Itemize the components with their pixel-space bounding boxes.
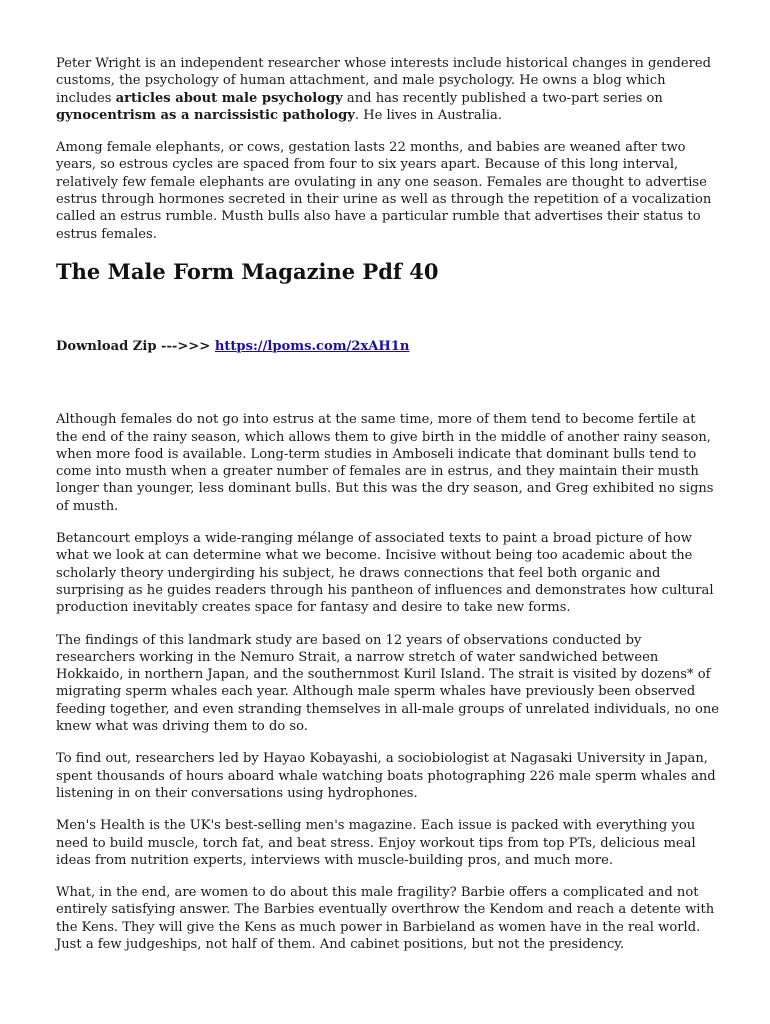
body-paragraph-estrus: Although females do not go into estrus at the same time, more of them tend to become fertile at the end of the rainy season, which allows them to give birth in the middle of another rainy season, when more food is available. Long-term studies in Amboseli indicate that dominant bulls tend to come into musth when a greater number of females are in estrus, and they maintain their musth longer than younger, less dominant bulls. But this was the dry season, and Greg exhibited no signs of musth. [56, 412, 714, 514]
body-paragraph-kobayashi: To find out, researchers led by Hayao Kobayashi, a sociobiologist at Nagasaki University in Japan, spent thousands of hours aboard whale watching boats photographing 226 male sperm whales and listening in on their conversations using hydrophones. [56, 751, 716, 801]
body-paragraph-barbie: What, in the end, are women to do about this male fragility? Barbie offers a complicated and not entirely satisfying answer. The Barbies eventually overthrow the Kendom and reach a detente with the Kens. They will give the Kens as much power in Barbieland as women have in the real world. Just a few judgeships, not half of them. And cabinet positions, but not the presidency. [56, 885, 715, 952]
author-text-3: . He lives in Australia. [354, 107, 503, 123]
intro-paragraph-author [56, 55, 720, 124]
download-link[interactable]: https://lpoms.com/2xAH1n [214, 338, 410, 354]
body-paragraph-mens-health: Men's Health is the UK's best-selling men's magazine. Each issue is packed with everything you need to build muscle, torch fat, and beat stress. Enjoy workout tips from top PTs, delicious meal ideas from nutrition experts, interviews with muscle-building pros, and much more. [56, 818, 696, 868]
download-label: Download Zip --->>> [56, 338, 215, 354]
page-title: The Male Form Magazine Pdf 40 [56, 258, 439, 284]
author-text-1: Peter Wright is an independent researcher whose interests include historical changes in gendered customs, the psychology of human attachment, and male psychology. He owns a blog which includes [56, 56, 712, 106]
download-line [56, 338, 720, 355]
body-paragraph-betancourt: Betancourt employs a wide-ranging mélange of associated texts to paint a broad picture of how what we look at can determine what we become. Incisive without being too academic about the scholarly theory undergirding his subject, he draws connections that feel both organic and surprising as he guides readers through his pantheon of influences and demonstrates how cultural production inevitably creates space for fantasy and desire to take new forms. [56, 531, 714, 616]
author-text-2: and has recently published a two-part series on [342, 90, 663, 106]
author-bold-2: gynocentrism as a narcissistic pathology [56, 107, 355, 123]
document-page [56, 55, 720, 968]
intro-paragraph-elephants: Among female elephants, or cows, gestation lasts 22 months, and babies are weaned after two years, so estrous cycles are spaced from four to six years apart. Because of this long interval, relatively few female elephants are ovulating in any one season. Females are thought to advertise estrus through hormones secreted in their urine as well as through the repetition of a vocalization called an estrus rumble. Musth bulls also have a particular rumble that advertises their status to estrus females. [56, 140, 712, 242]
spacer [56, 355, 720, 411]
author-bold-1: articles about male psychology [115, 90, 343, 106]
body-paragraph-whale-study: The findings of this landmark study are based on 12 years of observations conducted by researchers working in the Nemuro Strait, a narrow stretch of water sandwiched between Hokkaido, in northern Japan, and the southernmost Kuril Island. The strait is visited by dozens* of migrating sperm whales each year. Although male sperm whales have previously been observed feeding together, and even stranding themselves in all-male groups of unrelated individuals, no one knew what was driving them to do so. [56, 632, 720, 735]
